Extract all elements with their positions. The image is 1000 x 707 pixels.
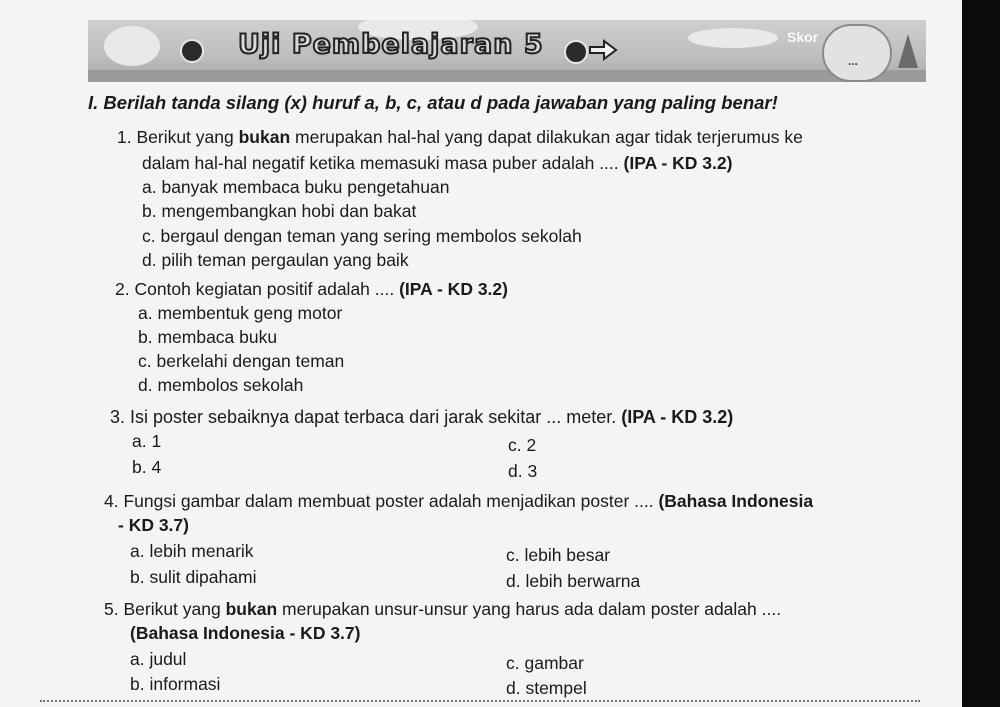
question-5 <box>104 598 781 620</box>
question-text: 3. Isi poster sebaiknya dapat terbaca dari jarak sekitar ... meter. <box>110 407 622 427</box>
emphasis-word: bukan <box>238 127 291 147</box>
score-label: Skor <box>787 29 819 45</box>
score-box <box>822 24 892 82</box>
question-reference: (IPA - KD 3.2) <box>623 153 733 173</box>
option-3a[interactable]: a. 1 <box>132 431 162 451</box>
section-banner <box>88 20 926 82</box>
question-text: 2. Contoh kegiatan positif adalah .... <box>115 279 400 299</box>
section-instruction: I. Berilah tanda silang (x) huruf a, b, c, atau d pada jawaban yang paling benar! <box>88 92 778 113</box>
option-4b[interactable]: b. sulit dipahami <box>130 567 257 587</box>
option-2a[interactable]: a. membentuk geng motor <box>138 303 343 323</box>
option-3c[interactable]: c. 2 <box>508 435 537 455</box>
question-text: 5. Berikut yang <box>104 599 226 619</box>
arrow-right-icon <box>588 38 618 62</box>
photo-dark-edge <box>962 0 1000 707</box>
option-1a[interactable]: a. banyak membaca buku pengetahuan <box>142 177 450 197</box>
option-5c[interactable]: c. gambar <box>506 653 584 673</box>
option-5d[interactable]: d. stempel <box>506 678 587 698</box>
option-1b[interactable]: b. mengembangkan hobi dan bakat <box>142 201 417 221</box>
option-4c[interactable]: c. lebih besar <box>506 545 611 565</box>
option-2d[interactable]: d. membolos sekolah <box>138 375 304 395</box>
score-value: ... <box>848 54 859 68</box>
question-text: merupakan hal-hal yang dapat dilakukan agar tidak terjerumus ke <box>290 127 803 147</box>
question-reference: (IPA - KD 3.2) <box>399 279 508 299</box>
cut-off-next-section <box>40 700 920 707</box>
question-4 <box>104 490 813 512</box>
tree-icon <box>898 34 918 68</box>
question-1-line-2 <box>142 152 732 174</box>
option-5b[interactable]: b. informasi <box>130 674 221 694</box>
question-text: 1. Berikut yang <box>117 127 239 147</box>
cloud-decoration <box>688 28 778 48</box>
emphasis-word: bukan <box>225 599 278 619</box>
bullet-dot-icon <box>564 40 588 64</box>
question-4-reference: - KD 3.7) <box>118 515 189 535</box>
question-text: merupakan unsur-unsur yang harus ada dalam poster adalah .... <box>277 599 782 619</box>
question-reference: (Bahasa Indonesia <box>658 491 814 511</box>
option-1d[interactable]: d. pilih teman pergaulan yang baik <box>142 250 409 270</box>
bullet-dot-icon <box>180 39 204 63</box>
question-5-reference: (Bahasa Indonesia - KD 3.7) <box>130 623 361 643</box>
option-4d[interactable]: d. lebih berwarna <box>506 571 641 591</box>
ground-decoration <box>88 70 926 82</box>
option-2c[interactable]: c. berkelahi dengan teman <box>138 351 345 371</box>
question-3 <box>110 406 733 428</box>
question-2 <box>115 278 508 300</box>
banner-title: Uji Pembelajaran 5 <box>238 29 544 60</box>
option-4a[interactable]: a. lebih menarik <box>130 541 254 561</box>
question-reference: (IPA - KD 3.2) <box>621 407 734 427</box>
question-text: 4. Fungsi gambar dalam membuat poster adalah menjadikan poster .... <box>104 491 659 511</box>
option-2b[interactable]: b. membaca buku <box>138 327 278 347</box>
question-1 <box>117 126 803 148</box>
cloud-decoration <box>104 26 160 66</box>
option-3b[interactable]: b. 4 <box>132 457 162 477</box>
option-1c[interactable]: c. bergaul dengan teman yang sering membolos sekolah <box>142 226 582 246</box>
option-5a[interactable]: a. judul <box>130 649 187 669</box>
question-text: dalam hal-hal negatif ketika memasuki masa puber adalah .... <box>142 153 624 173</box>
option-3d[interactable]: d. 3 <box>508 461 538 481</box>
